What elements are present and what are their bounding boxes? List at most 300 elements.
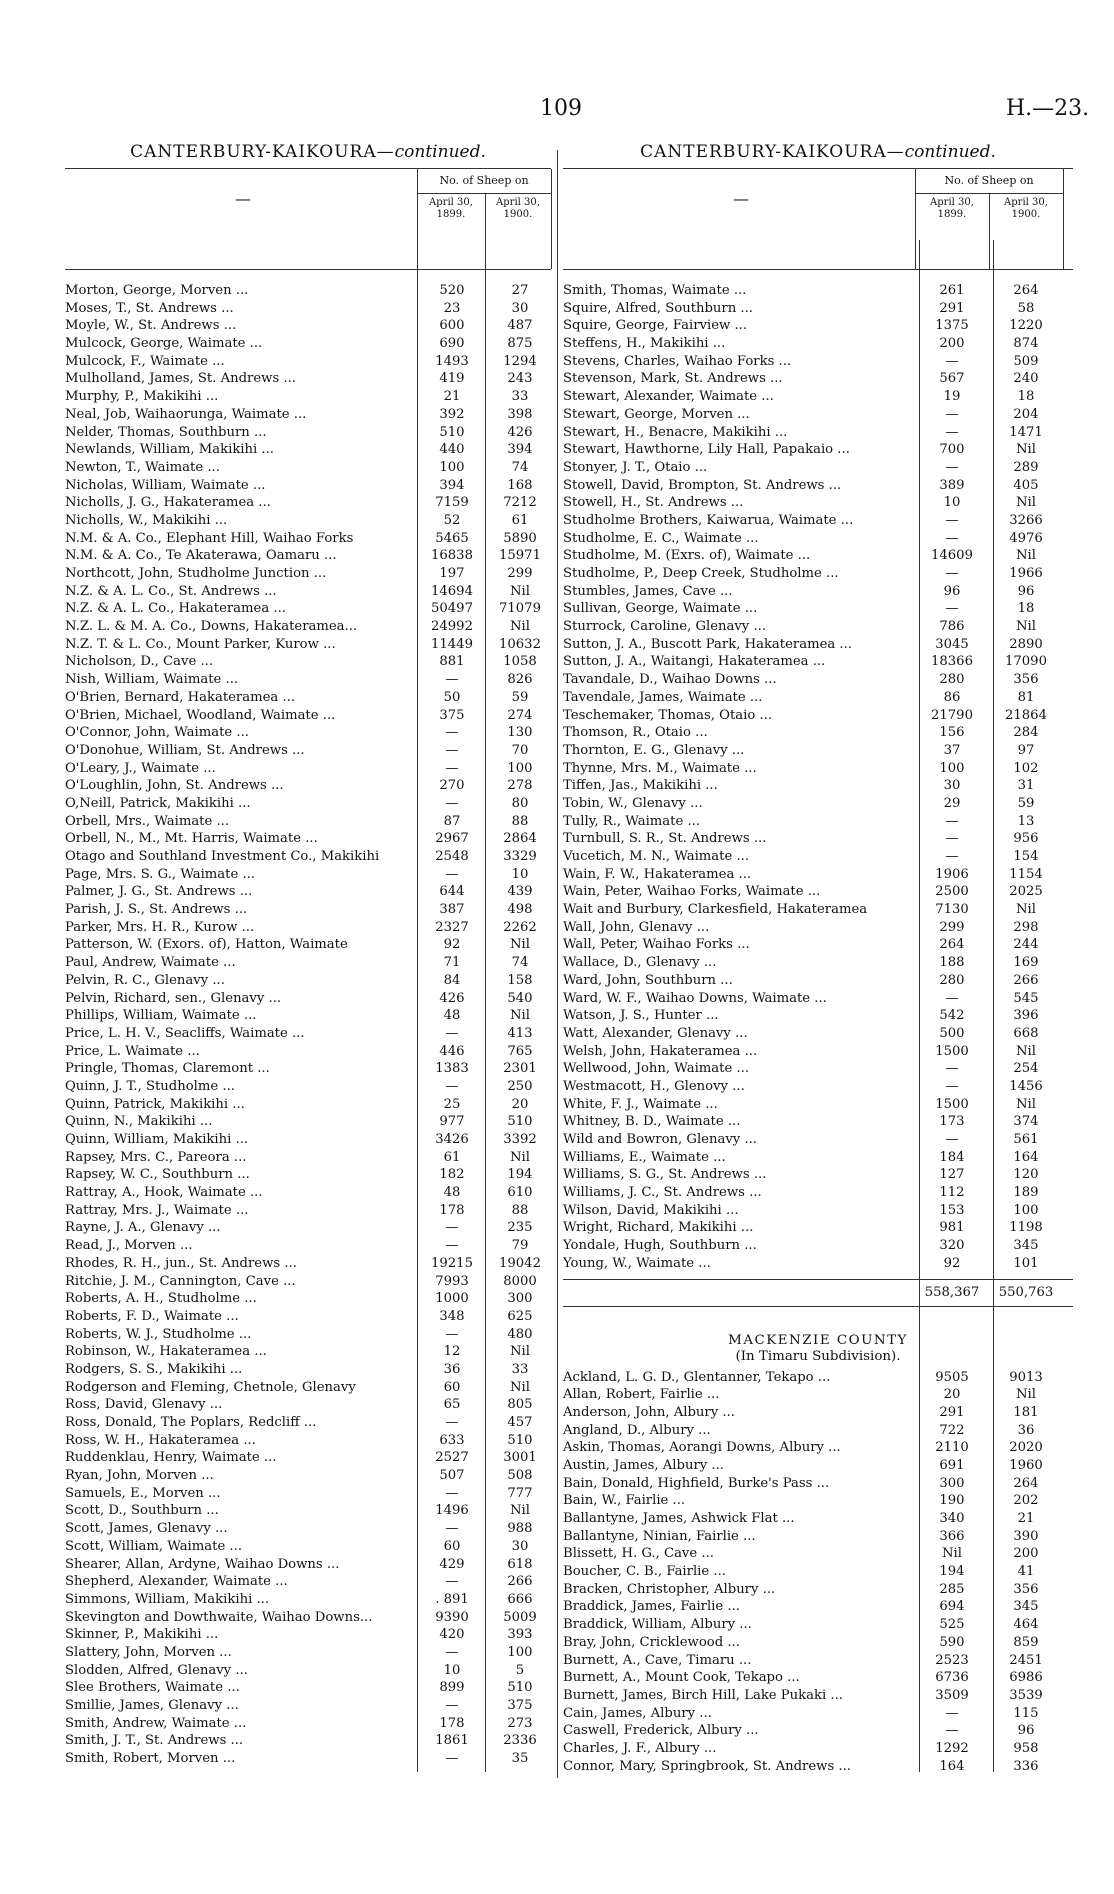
table-row: [65, 424, 551, 442]
sheep-1899: —: [945, 813, 959, 829]
owner-name: Burnett, James, Birch Hill, Lake Pukaki ...: [563, 1687, 844, 1703]
owner-name: O,Neill, Patrick, Makikihi ...: [65, 795, 251, 811]
table-row: [563, 1113, 1073, 1131]
total-1900: 550,763: [998, 1284, 1054, 1300]
sheep-1900: 27: [511, 283, 529, 298]
table-row: [563, 1510, 1073, 1528]
sheep-1900: Nil: [1016, 1387, 1036, 1403]
table-row: [563, 689, 1073, 707]
sheep-1899: 387: [439, 902, 465, 918]
sheep-1900: 194: [507, 1167, 533, 1183]
owner-name: Ross, W. H., Hakateramea ...: [65, 1432, 256, 1448]
owner-name: Nelder, Thomas, Southburn ...: [65, 424, 267, 440]
table-row: [65, 1697, 551, 1715]
sheep-1899: —: [445, 1698, 459, 1713]
owner-name: Braddick, James, Fairlie ...: [563, 1599, 740, 1615]
sheep-1900: 70: [511, 742, 529, 758]
sheep-1900: 154: [1013, 849, 1039, 864]
sheep-1899: —: [945, 831, 959, 847]
sheep-count-header: No. of Sheep on: [915, 169, 1063, 194]
owner-name: Ballantyne, James, Ashwick Flat ...: [563, 1511, 795, 1526]
owner-name: Patterson, W. (Exors. of), Hatton, Waimate: [65, 937, 348, 953]
owner-name: Angland, D., Albury ...: [563, 1422, 711, 1438]
sheep-1899: 84: [443, 972, 461, 988]
sheep-1899: —: [445, 1751, 459, 1767]
sheep-1899: 525: [939, 1617, 965, 1633]
sheep-1899: —: [945, 512, 959, 528]
table-row: [65, 760, 551, 778]
year-1900-date: April 30,: [1004, 197, 1048, 208]
year-1900-date: April 30,: [496, 197, 540, 208]
sheep-1899: 37: [943, 742, 961, 758]
sheep-1900: 97: [1017, 742, 1035, 758]
table-row: [563, 919, 1073, 937]
totals-row: [563, 1279, 1073, 1307]
sheep-1899: 3045: [935, 636, 969, 652]
table-row: [65, 1060, 551, 1078]
sheep-1899: —: [945, 990, 959, 1006]
sheep-1900: 74: [511, 459, 529, 475]
sheep-1900: 254: [1013, 1061, 1039, 1077]
table-row: [563, 1202, 1073, 1220]
sheep-1899: 644: [439, 884, 465, 900]
table-row: [65, 1290, 551, 1308]
owner-name: Thynne, Mrs. M., Waimate ...: [563, 760, 757, 776]
sheep-1900: 31: [1017, 778, 1035, 794]
owner-name: Studholme, E. C., Waimate ...: [563, 530, 759, 546]
sheep-1899: 429: [439, 1556, 465, 1572]
sheep-1900: 19042: [499, 1255, 541, 1271]
sheep-1899: 127: [939, 1167, 965, 1183]
sheep-1899: 188: [939, 955, 965, 971]
sheep-1899: 722: [939, 1422, 965, 1438]
table-row: [563, 1528, 1073, 1546]
sheep-1899: 12: [443, 1344, 461, 1360]
sheep-1899: 340: [939, 1511, 965, 1526]
sheep-1900: 874: [1013, 336, 1039, 352]
table-row: [65, 1715, 551, 1733]
sheep-1899: 899: [439, 1680, 465, 1696]
table-row: [65, 1414, 551, 1432]
owner-name: Pelvin, Richard, sen., Glenavy ...: [65, 990, 282, 1006]
owner-name: Bain, Donald, Highfield, Burke's Pass ...: [563, 1475, 830, 1491]
owner-name: Scott, James, Glenavy ...: [65, 1521, 228, 1537]
sheep-1899: 590: [939, 1634, 965, 1650]
sheep-1899: 60: [443, 1379, 461, 1395]
sheep-1900: 100: [1013, 1202, 1039, 1218]
owner-name: Otago and Southland Investment Co., Makikihi: [65, 849, 380, 864]
sheep-1900: 96: [1017, 1723, 1035, 1739]
table-row: [563, 901, 1073, 919]
sheep-1899: 2500: [935, 884, 969, 900]
owner-name: Bain, W., Fairlie ...: [563, 1493, 686, 1509]
sheep-1899: 21790: [931, 707, 973, 723]
sheep-1900: 5009: [503, 1609, 537, 1625]
table-row: [563, 1422, 1073, 1440]
owner-name: Quinn, J. T., Studholme ...: [65, 1078, 235, 1094]
table-row: [65, 1626, 551, 1644]
sheep-1899: —: [945, 1723, 959, 1739]
column-divider: [557, 150, 558, 1778]
sheep-1899: 1861: [435, 1733, 469, 1749]
table-row: [65, 1184, 551, 1202]
table-row: [563, 1078, 1073, 1096]
sheep-1900: 101: [1013, 1255, 1039, 1271]
sheep-1900: 398: [507, 406, 533, 422]
table-row: [65, 441, 551, 459]
owner-name: Rapsey, Mrs. C., Pareora ...: [65, 1149, 247, 1165]
owner-name: Bray, John, Cricklewood ...: [563, 1634, 740, 1650]
table-row: [65, 1078, 551, 1096]
sheep-1899: 426: [439, 990, 465, 1006]
table-row: [563, 1475, 1073, 1493]
table-row: [563, 335, 1073, 353]
owner-name: Bracken, Christopher, Albury ...: [563, 1581, 776, 1597]
sheep-1899: 2523: [935, 1652, 969, 1668]
sheep-1899: 92: [943, 1255, 961, 1271]
sheep-1900: 1220: [1009, 318, 1043, 334]
sheep-1899: 100: [939, 760, 965, 776]
owner-name: Smith, Robert, Morven ...: [65, 1751, 236, 1767]
sheep-1899: Nil: [942, 1546, 962, 1562]
mackenzie-county-note: (In Timaru Subdivision).: [735, 1348, 901, 1364]
owner-name: Whitney, B. D., Waimate ...: [563, 1114, 741, 1130]
owner-name: Squire, George, Fairview ...: [563, 318, 748, 334]
sheep-1899: 65: [443, 1397, 461, 1413]
sheep-1899: 542: [939, 1008, 965, 1024]
table-row: [65, 1096, 551, 1114]
owner-name: Wilson, David, Makikihi ...: [563, 1202, 739, 1218]
sheep-1899: 25: [443, 1096, 461, 1112]
sheep-1900: 164: [1013, 1149, 1039, 1165]
sheep-1900: 5: [515, 1662, 525, 1678]
sheep-1899: 19: [943, 389, 961, 405]
sheep-1900: 115: [1013, 1705, 1039, 1721]
sheep-1900: 509: [1013, 353, 1039, 369]
sheep-1899: 50497: [431, 601, 473, 617]
table-row: [65, 1149, 551, 1167]
sheep-1900: 100: [507, 1644, 533, 1660]
owner-name: Stonyer, J. T., Otaio ...: [563, 459, 708, 475]
sheep-1900: 393: [507, 1627, 533, 1643]
sheep-1899: 86: [943, 689, 961, 705]
owner-name: Burnett, A., Mount Cook, Tekapo ...: [563, 1670, 800, 1686]
sheep-1899: —: [445, 760, 459, 776]
table-row: [65, 1343, 551, 1361]
table-row: [563, 972, 1073, 990]
table-row: [65, 1007, 551, 1025]
owner-name: Tavendale, James, Waimate ...: [563, 689, 763, 705]
table-row: [563, 636, 1073, 654]
sheep-1899: 18366: [931, 654, 973, 670]
table-row: [563, 866, 1073, 884]
sheep-1900: 3001: [503, 1450, 537, 1466]
sheep-1899: 14694: [431, 583, 473, 599]
sheep-1900: 243: [507, 371, 533, 387]
table-row: [65, 1609, 551, 1627]
table-row: [563, 600, 1073, 618]
table-row: [65, 1644, 551, 1662]
table-row: [563, 724, 1073, 742]
table-row: [563, 990, 1073, 1008]
table-row: [563, 424, 1073, 442]
sheep-1899: —: [445, 725, 459, 741]
sheep-1900: 374: [1013, 1114, 1039, 1130]
sheep-1900: 79: [511, 1238, 529, 1254]
sheep-1899: 184: [939, 1149, 965, 1165]
sheep-1900: 13: [1017, 813, 1035, 829]
owner-name: Stewart, Hawthorne, Lily Hall, Papakaio ...: [563, 442, 850, 458]
sheep-1900: 561: [1013, 1132, 1039, 1147]
sheep-1900: Nil: [510, 619, 530, 635]
table-row: [563, 848, 1073, 866]
sheep-1899: 23: [443, 300, 461, 316]
owner-name: Stewart, George, Morven ...: [563, 406, 750, 422]
table-row: [563, 459, 1073, 477]
sheep-1900: 80: [511, 795, 529, 811]
sheep-1900: 2864: [503, 831, 537, 847]
sheep-1900: 102: [1013, 760, 1039, 776]
sheep-1899: —: [945, 530, 959, 546]
year-1899-year: 1899.: [436, 209, 466, 220]
owner-name: Wain, F. W., Hakateramea ...: [563, 866, 752, 882]
sheep-1900: 439: [507, 884, 533, 900]
right-title-main: CANTERBURY-KAIKOURA—: [640, 142, 905, 162]
left-table-body: [65, 282, 551, 1768]
owner-name: Slodden, Alfred, Glenavy ...: [65, 1662, 248, 1678]
table-row: [65, 1043, 551, 1061]
sheep-1899: —: [945, 1705, 959, 1721]
sheep-1900: 10: [511, 866, 529, 882]
table-row: [563, 1386, 1073, 1404]
sheep-1899: 694: [939, 1599, 965, 1615]
owner-name: Nicholls, J. G., Hakateramea ...: [65, 495, 271, 511]
sheep-1900: 610: [507, 1185, 533, 1201]
sheep-1900: 545: [1013, 990, 1039, 1006]
table-row: [563, 830, 1073, 848]
right-table-body: [563, 282, 1073, 1273]
table-row: [563, 512, 1073, 530]
sheep-1899: 981: [939, 1220, 965, 1236]
table-row: [65, 1502, 551, 1520]
sheep-1899: 419: [439, 371, 465, 387]
owner-name: Rodgerson and Fleming, Chetnole, Glenavy: [65, 1379, 356, 1395]
table-row: [65, 1556, 551, 1574]
sheep-1899: —: [445, 1574, 459, 1590]
owner-name: Ruddenklau, Henry, Waimate ...: [65, 1450, 277, 1466]
sheep-1900: 765: [507, 1043, 533, 1059]
table-row: [65, 1591, 551, 1609]
sheep-1900: Nil: [1016, 548, 1036, 564]
owner-name: Sutton, J. A., Waitangi, Hakateramea ...: [563, 654, 826, 670]
sheep-1900: 71079: [499, 601, 541, 617]
sheep-1900: 88: [511, 813, 529, 829]
sheep-1900: 2262: [503, 919, 537, 935]
sheep-1900: 826: [507, 672, 533, 688]
owner-name: Braddick, William, Albury ...: [563, 1617, 752, 1633]
sheep-1899: 786: [939, 619, 965, 635]
table-row: [65, 1750, 551, 1768]
table-row: [563, 353, 1073, 371]
sheep-1900: 59: [511, 689, 529, 705]
table-row: [563, 300, 1073, 318]
owner-name: Price, L. Waimate ...: [65, 1043, 200, 1059]
sheep-1899: 520: [439, 283, 465, 298]
owner-name: Studholme, M. (Exrs. of), Waimate ...: [563, 548, 811, 564]
owner-name: Stevens, Charles, Waihao Forks ...: [563, 353, 792, 369]
sheep-1899: 197: [439, 566, 465, 581]
owner-name: O'Donohue, William, St. Andrews ...: [65, 742, 305, 758]
sheep-1899: 375: [439, 707, 465, 723]
sheep-1899: 92: [443, 937, 461, 953]
sheep-1899: —: [945, 1078, 959, 1094]
sheep-1900: 540: [507, 990, 533, 1006]
sheep-1899: 96: [943, 583, 961, 599]
owner-name: Tobin, W., Glenavy ...: [563, 795, 703, 811]
owner-name: Wallace, D., Glenavy ...: [563, 955, 717, 971]
table-row: [65, 1113, 551, 1131]
table-row: [65, 1237, 551, 1255]
table-row: [65, 1255, 551, 1273]
sheep-1900: Nil: [510, 937, 530, 953]
sheep-1899: 285: [939, 1581, 965, 1597]
sheep-1900: 3329: [503, 849, 537, 864]
sheep-1900: 273: [507, 1715, 533, 1731]
owner-name: Stewart, H., Benacre, Makikihi ...: [563, 424, 788, 440]
table-row: [563, 1369, 1073, 1387]
table-row: [65, 600, 551, 618]
sheep-1900: Nil: [510, 1379, 530, 1395]
owner-name: Blissett, H. G., Cave ...: [563, 1546, 714, 1562]
table-row: [563, 795, 1073, 813]
table-row: [65, 1396, 551, 1414]
sheep-1900: 625: [507, 1308, 533, 1324]
owner-name: Wright, Richard, Makikihi ...: [563, 1220, 754, 1236]
table-row: [563, 1740, 1073, 1758]
sheep-1899: 510: [439, 424, 465, 440]
owner-name: Nicholas, William, Waimate ...: [65, 477, 266, 493]
owner-name: N.Z. L. & M. A. Co., Downs, Hakateramea...: [65, 619, 358, 635]
owner-name: Watson, J. S., Hunter ...: [563, 1008, 719, 1024]
sheep-1900: 10632: [499, 636, 541, 652]
sheep-1899: 500: [939, 1025, 965, 1041]
sheep-1899: 60: [443, 1538, 461, 1554]
table-row: [563, 671, 1073, 689]
sheep-1900: 289: [1013, 459, 1039, 475]
table-row: [563, 1634, 1073, 1652]
owner-name: Mulcock, George, Waimate ...: [65, 336, 263, 352]
sheep-1899: 299: [939, 919, 965, 935]
owner-name: Studholme, P., Deep Creek, Studholme ...: [563, 566, 839, 581]
owner-name: Ackland, L. G. D., Glentanner, Tekapo ...: [563, 1369, 831, 1385]
sheep-1900: 18: [1017, 601, 1035, 617]
sheep-1899: 1500: [935, 1096, 969, 1112]
owner-name: Williams, S. G., St. Andrews ...: [563, 1167, 767, 1183]
owner-name: Sturrock, Caroline, Glenavy ...: [563, 619, 767, 635]
table-row: [65, 1131, 551, 1149]
table-row: [563, 406, 1073, 424]
sheep-1900: 30: [511, 1538, 529, 1554]
table-row: [563, 1581, 1073, 1599]
table-row: [563, 441, 1073, 459]
owner-name: Sutton, J. A., Buscott Park, Hakateramea ...: [563, 636, 853, 652]
sheep-1899: —: [945, 849, 959, 864]
owner-name: Smith, Andrew, Waimate ...: [65, 1715, 247, 1731]
sheep-1899: 1493: [435, 353, 469, 369]
sheep-1900: 33: [511, 389, 529, 405]
owner-name: Ritchie, J. M., Cannington, Cave ...: [65, 1273, 296, 1289]
table-row: [563, 1237, 1073, 1255]
sheep-1900: 59: [1017, 795, 1035, 811]
sheep-1900: 668: [1013, 1025, 1039, 1041]
table-row: [65, 1520, 551, 1538]
sheep-1900: 345: [1013, 1238, 1039, 1254]
sheep-1900: Nil: [510, 1503, 530, 1519]
sheep-1900: 274: [507, 707, 533, 723]
sheep-1900: 41: [1017, 1564, 1035, 1580]
sheep-1899: 348: [439, 1308, 465, 1324]
owner-name: Tavandale, D., Waihao Downs ...: [563, 672, 777, 688]
owner-name: Caswell, Frederick, Albury ...: [563, 1723, 759, 1739]
owner-name: Newlands, William, Makikihi ...: [65, 442, 275, 458]
sheep-1899: 10: [443, 1662, 461, 1678]
sheep-1899: —: [445, 1326, 459, 1342]
sheep-1899: 300: [939, 1475, 965, 1491]
sheep-1899: 567: [939, 371, 965, 387]
table-row: [65, 671, 551, 689]
sheep-1900: 235: [507, 1220, 533, 1236]
sheep-1900: 168: [507, 477, 533, 493]
table-row: [563, 1166, 1073, 1184]
sheep-1900: 875: [507, 336, 533, 352]
owner-name: O'Connor, John, Waimate ...: [65, 725, 249, 741]
owner-name: N.M. & A. Co., Te Akaterawa, Oamaru ...: [65, 548, 337, 564]
sheep-1899: 3426: [435, 1132, 469, 1147]
sheep-1899: 977: [439, 1114, 465, 1130]
table-rule: [993, 240, 994, 1772]
owner-name: Wellwood, John, Waimate ...: [563, 1061, 750, 1077]
sheep-1899: 3509: [935, 1687, 969, 1703]
owner-name: Squire, Alfred, Southburn ...: [563, 300, 753, 316]
owner-name: Watt, Alexander, Glenavy ...: [563, 1025, 748, 1041]
table-row: [65, 1467, 551, 1485]
owner-name: N.M. & A. Co., Elephant Hill, Waihao Forks: [65, 530, 354, 546]
table-row: [65, 1485, 551, 1503]
sheep-1900: 457: [507, 1415, 533, 1430]
sheep-1899: —: [445, 1521, 459, 1537]
table-row: [65, 1326, 551, 1344]
sheep-1899: —: [945, 424, 959, 440]
owner-name: Rapsey, W. C., Southburn ...: [65, 1167, 250, 1183]
table-row: [563, 653, 1073, 671]
owner-name: Shepherd, Alexander, Waimate ...: [65, 1574, 288, 1590]
owner-name: Parish, J. S., St. Andrews ...: [65, 902, 248, 918]
owner-name: Rodgers, S. S., Makikihi ...: [65, 1361, 243, 1377]
owner-name: Nish, William, Waimate ...: [65, 672, 239, 688]
table-row: [65, 1662, 551, 1680]
sheep-1899: 7159: [435, 495, 469, 511]
table-row: [563, 1131, 1073, 1149]
sheep-1899: . 891: [435, 1591, 469, 1607]
year-1900-year: 1900.: [1011, 209, 1041, 220]
table-row: [563, 1563, 1073, 1581]
owner-name: Turnbull, S. R., St. Andrews ...: [563, 831, 767, 847]
left-table-header: [65, 168, 551, 270]
owner-name: Ross, David, Glenavy ...: [65, 1397, 223, 1413]
sheep-1900: 18: [1017, 389, 1035, 405]
sheep-1900: 35: [511, 1751, 529, 1767]
table-row: [65, 1379, 551, 1397]
